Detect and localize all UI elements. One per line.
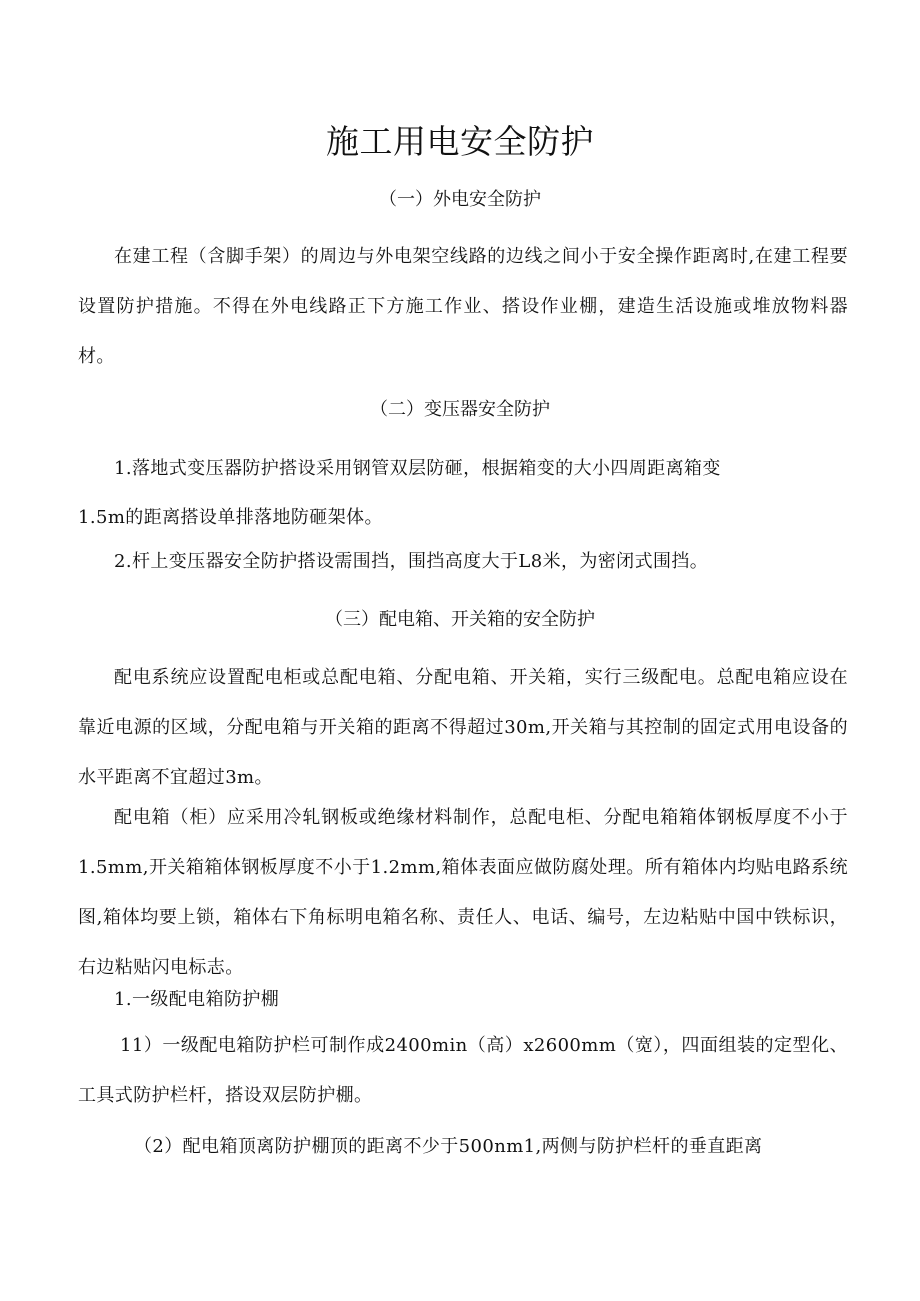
transformer-item-1-line-2: 1.5m的距离搭设单排落地防砸架体。: [78, 507, 383, 528]
paragraph-distribution-system: 配电系统应设置配电柜或总配电箱、分配电箱、开关箱，实行三级配电。总配电箱应设在靠近电源的区域，分配电箱与开关箱的距离不得超过30m,开关箱与其控制的固定式用电设备的水平距离不宜超过3m。: [78, 667, 848, 788]
protection-item-2: （2）配电箱顶离防护棚顶的距离不少于500nm1,两侧与防护栏杆的垂直距离: [134, 1136, 763, 1157]
section-heading-3: （三）配电箱、开关箱的安全防护: [325, 609, 595, 630]
document-title: 施工用电安全防护: [326, 122, 594, 161]
paragraph-external-power: 在建工程（含脚手架）的周边与外电架空线路的边线之间小于安全操作距离时,在建工程要设置防护措施。不得在外电线路正下方施工作业、搭设作业棚，建造生活设施或堆放物料器材。: [78, 246, 848, 367]
section-heading-1: （一）外电安全防护: [379, 189, 541, 210]
subsection-heading-1: 1.一级配电箱防护棚: [114, 989, 280, 1010]
transformer-item-1-line-1: 1.落地式变压器防护搭设采用钢管双层防砸，根据箱变的大小四周距离箱变: [114, 458, 721, 479]
transformer-item-2: 2.杆上变压器安全防护搭设需围挡，围挡高度大于L8米，为密闭式围挡。: [114, 551, 709, 572]
protection-item-1: 11）一级配电箱防护栏可制作成2400min（高）x2600mm（宽），四面组装的定型化、工具式防护栏杆，搭设双层防护棚。: [78, 1035, 848, 1106]
section-heading-2: （二）变压器安全防护: [370, 399, 550, 420]
paragraph-box-material: 配电箱（柜）应采用冷轧钢板或绝缘材料制作，总配电柜、分配电箱箱体钢板厚度不小于1.5mm,开关箱箱体钢板厚度不小于1.2mm,箱体表面应做防腐处理。所有箱体内均贴电路系统图,箱体均要上锁，箱体右下角标明电箱名称、责任人、电话、编号，左边粘贴中国中铁标识，右边粘贴闪电标志。: [78, 807, 848, 978]
